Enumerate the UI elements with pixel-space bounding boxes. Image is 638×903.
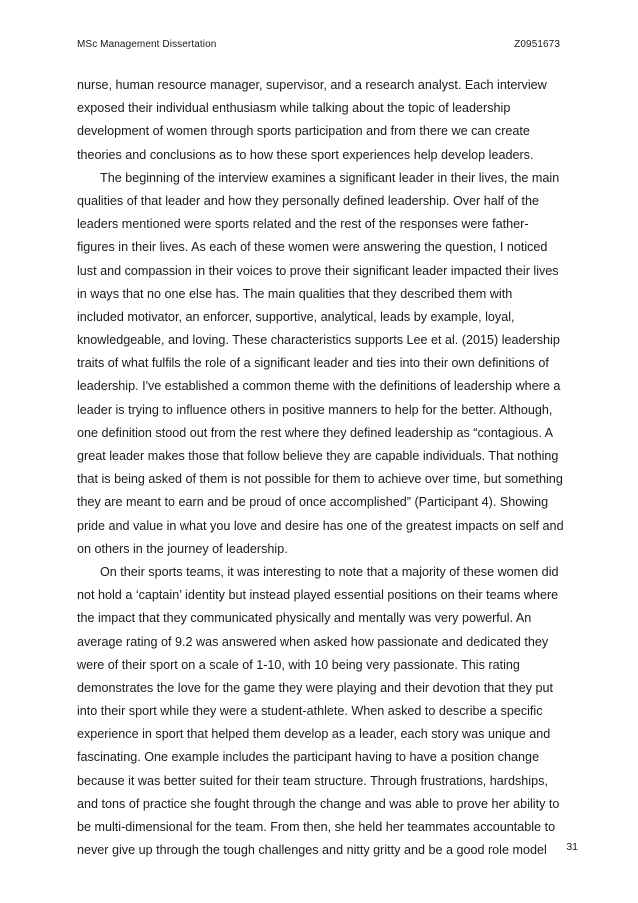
text-line: exposed their individual enthusiasm while talking about the topic of leadership — [77, 101, 511, 116]
text-line: demonstrates the love for the game they were playing and their devotion that they put — [77, 680, 554, 695]
text-line: theories and conclusions as to how these sport experiences help develop leaders. — [77, 147, 534, 162]
text-line: lust and compassion in their voices to prove their significant leader impacted their lives — [77, 263, 559, 278]
text-line: nurse, human resource manager, supervisor, and a research analyst. Each interview — [77, 78, 547, 92]
text-line: were of their sport on a scale of 1-10, with 10 being very passionate. This rating — [77, 657, 520, 672]
text-line: figures in their lives. As each of these women were answering the question, I noticed — [77, 240, 548, 255]
text-line: average rating of 9.2 was answered when asked how passionate and dedicated they — [77, 634, 549, 649]
page-number: 31 — [566, 841, 578, 853]
text-line: leaders mentioned were sports related and the rest of the responses were father- — [77, 217, 529, 232]
text-line: they are meant to earn and be proud of once accomplished” (Participant 4). Showing — [77, 495, 549, 510]
text-line: qualities of that leader and how they personally defined leadership. Over half of the — [77, 193, 540, 208]
text-line: The beginning of the interview examines a significant leader in their lives, the main — [100, 170, 560, 185]
text-line: never give up through the tough challenges and nitty gritty and be a good role model — [77, 843, 547, 858]
text-line: traits of what fulfils the role of a significant leader and ties into their own definitions of — [77, 356, 549, 371]
text-line: knowledgeable, and loving. These characteristics supports Lee et al. (2015) leadership — [77, 333, 560, 348]
body-text — [77, 74, 577, 862]
text-line: into their sport while they were a student-athlete. When asked to describe a specific — [77, 704, 543, 719]
text-line: great leader makes those that follow believe they are capable individuals. That nothing — [77, 449, 559, 463]
header-student-id: Z0951673 — [514, 39, 560, 50]
header-left-title: MSc Management Dissertation — [77, 39, 217, 50]
text-line: in ways that no one else has. The main qualities that they described them with — [77, 286, 513, 301]
text-line: development of women through sports participation and from there we can create — [77, 124, 530, 139]
text-line: included motivator, an enforcer, supportive, analytical, leads by example, loyal, — [77, 309, 515, 324]
text-line: fascinating. One example includes the participant having to have a position change — [77, 750, 540, 765]
text-line: because it was better suited for their team structure. Through frustrations, hardships, — [77, 773, 548, 788]
text-line: one definition stood out from the rest where they defined leadership as “contagious. A — [77, 425, 554, 440]
text-line: that is being asked of them is not possible for them to achieve over time, but something — [77, 472, 563, 487]
text-line: leadership. I've established a common theme with the definitions of leadership where a — [77, 379, 561, 394]
text-line: and tons of practice she fought through the change and was able to prove her ability to — [77, 796, 560, 811]
text-line: not hold a ‘captain’ identity but instead played essential positions on their teams where — [77, 588, 559, 603]
text-line: pride and value in what you love and desire has one of the greatest impacts on self and — [77, 518, 564, 533]
text-line: on others in the journey of leadership. — [77, 541, 288, 556]
text-line: be multi-dimensional for the team. From then, she held her teammates accountable to — [77, 820, 556, 834]
text-line: experience in sport that helped them develop as a leader, each story was unique and — [77, 727, 551, 742]
page-header — [77, 39, 560, 50]
text-line: On their sports teams, it was interesting to note that a majority of these women did — [100, 564, 559, 579]
text-line: the impact that they communicated physically and mentally was very powerful. An — [77, 611, 532, 626]
text-line: leader is trying to influence others in positive manners to help for the better. Although, — [77, 402, 553, 417]
